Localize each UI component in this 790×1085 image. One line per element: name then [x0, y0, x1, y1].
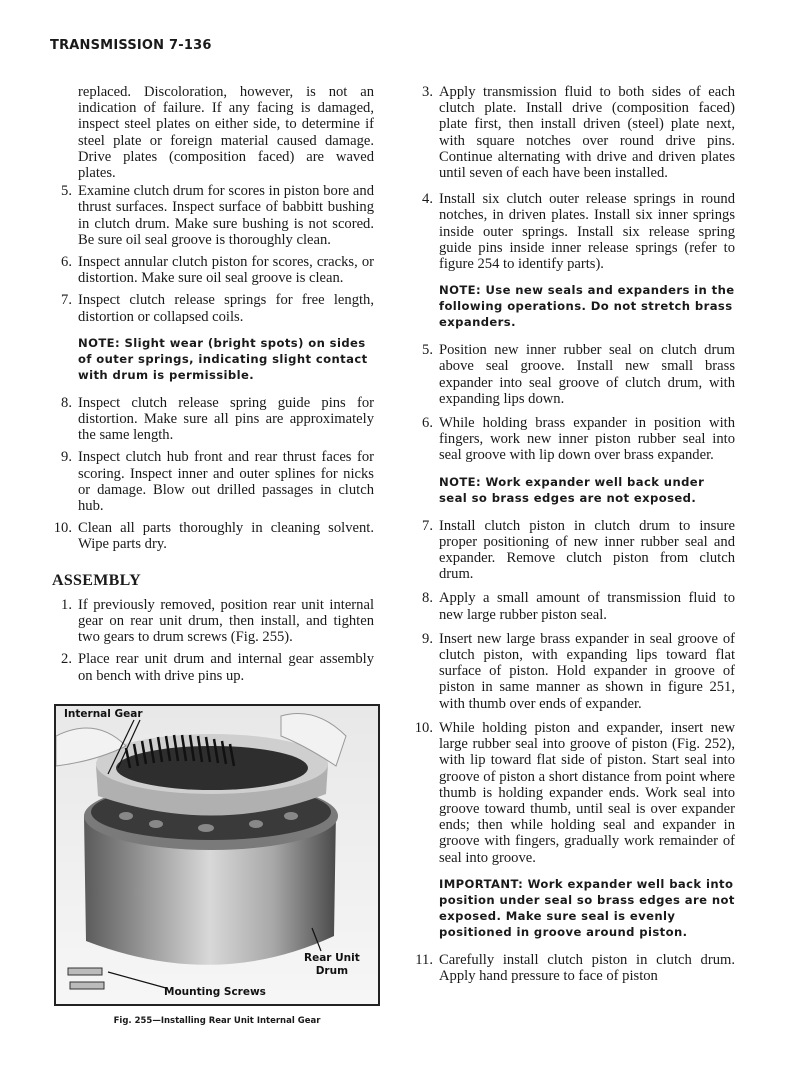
drum-hole	[249, 820, 263, 828]
item-text: Examine clutch drum for scores in piston bore and thrust surfaces. Inspect surface of babbitt bushing in clutch drum. Make sure bushing is not scored. Be sure oil seal groove is thoroughly clean.	[78, 183, 374, 248]
item-text: Install clutch piston in clutch drum to insure proper positioning of new inner rubber seal and expander. Remove clutch piston from clutch drum.	[439, 517, 735, 583]
item-text: Inspect clutch release springs for free length, distortion or collapsed coils.	[78, 292, 374, 325]
label-internal-gear: Internal Gear	[64, 708, 143, 720]
figure-caption: Fig. 255—Installing Rear Unit Internal Gear	[113, 1016, 321, 1026]
label-mounting-screws: Mounting Screws	[164, 986, 266, 998]
left-column	[52, 84, 374, 690]
note-text: NOTE: Slight wear (bright spots) on sides of outer springs, indicating slight contact with drum is permissible.	[78, 335, 368, 382]
item-number: 10.	[53, 520, 72, 537]
right-column	[413, 84, 735, 990]
item-number: 7.	[422, 517, 433, 534]
list-item	[413, 415, 735, 464]
item-text: Position new inner rubber seal on clutch drum above seal groove. Install new small brass expander into seal groove of clutch drum, with expanding lips down.	[439, 342, 735, 407]
item-text: Place rear unit drum and internal gear assembly on bench with drive pins up.	[78, 651, 374, 684]
item-text: Inspect clutch release spring guide pins for distortion. Make sure all pins are approximately the same length.	[78, 394, 374, 444]
item-text: Apply a small amount of transmission fluid to new large rubber piston seal.	[439, 590, 735, 623]
note-text: NOTE: Use new seals and expanders in the following operations. Do not stretch brass expanders.	[439, 283, 735, 330]
list-item	[52, 254, 374, 286]
item-number: 8.	[422, 590, 433, 607]
item-number: 10.	[414, 719, 433, 736]
list-item	[413, 84, 735, 181]
drum-hole	[198, 824, 214, 832]
item-number: 1.	[61, 596, 72, 613]
list-item	[52, 292, 374, 324]
item-number: 5.	[61, 183, 72, 200]
list-item	[52, 449, 374, 514]
item-number: 4.	[422, 191, 433, 208]
list-item	[413, 590, 735, 622]
item-number: 9.	[422, 630, 433, 647]
list-item	[52, 651, 374, 683]
list-item	[52, 597, 374, 646]
drum-hole	[119, 812, 133, 820]
drum-hole	[149, 820, 163, 828]
item-text: Inspect clutch hub front and rear thrust faces for scoring. Inspect inner and outer splines for nicks or damage. Blow out drilled passages in clutch hub.	[78, 449, 374, 515]
list-item	[52, 520, 374, 552]
item-text: While holding piston and expander, insert new large rubber seal into groove of piston (Fig. 252), with lip toward flat side of piston. Start seal into groove of piston a short distance from point where thumb is holding expander ends. Work seal into groove toward thumb, until seal is over expander ends; then while holding seal and expander in groove with fingers, gradually work remainder of seal into groove.	[439, 719, 735, 866]
list-item	[52, 183, 374, 248]
item-number: 7.	[61, 292, 72, 309]
item-text: While holding brass expander in position with fingers, work new inner piston rubber seal into seal groove with lip down over brass expander.	[439, 415, 735, 464]
continuation-paragraph: replaced. Discoloration, however, is not an indication of failure. If any facing is damaged, inspect steel plates on either side, to determine if steel plate or foreign material caused damage. Drive plates (composition faced) are waved plates.	[78, 84, 374, 182]
item-number: 2.	[61, 651, 72, 668]
drum-hole	[284, 812, 298, 820]
item-number: 6.	[422, 415, 433, 432]
item-text: Insert new large brass expander in seal groove of clutch piston, with expanding lips toward flat surface of piston. Hold expander in groove of piston in same manner as shown in figure 251, with thumb over ends of expander.	[439, 630, 735, 712]
note-text: NOTE: Work expander well back under seal so brass edges are not exposed.	[439, 474, 705, 505]
label-rear-unit-drum	[304, 952, 360, 978]
item-number: 3.	[422, 84, 433, 100]
item-text: Carefully install clutch piston in clutch drum. Apply hand pressure to face of piston	[439, 951, 735, 984]
section-heading-assembly: ASSEMBLY	[52, 571, 141, 589]
item-text: Clean all parts thoroughly in cleaning solvent. Wipe parts dry.	[78, 520, 374, 553]
item-number: 9.	[61, 449, 72, 466]
item-number: 6.	[61, 254, 72, 271]
item-number: 11.	[415, 951, 433, 968]
list-item	[52, 395, 374, 444]
page-header: TRANSMISSION 7-136	[50, 38, 212, 53]
item-number: 5.	[422, 342, 433, 359]
list-item	[413, 191, 735, 272]
list-item	[413, 342, 735, 407]
label-rear-unit-drum-line2: Drum	[315, 965, 349, 977]
item-text: Inspect annular clutch piston for scores, cracks, or distortion. Make sure oil seal groove is clean.	[78, 254, 374, 287]
label-rear-unit-drum-line1: Rear Unit	[304, 952, 360, 964]
list-item	[413, 952, 735, 984]
list-item	[413, 518, 735, 583]
list-item	[413, 631, 735, 712]
figure-255-photo	[54, 704, 380, 1006]
item-text: Apply transmission fluid to both sides of each clutch plate. Install drive (composition faced) plate first, then install driven (steel) plate next, with square notches over round drive pins. Continue alternating with drive and driven plates until seven of each have been installed.	[439, 84, 735, 182]
item-text: If previously removed, position rear unit internal gear on rear unit drum, then install, and tighten two gears to drum screws (Fig. 255).	[78, 596, 374, 646]
important-text: IMPORTANT: Work expander well back into position under seal so brass edges are not exposed. Make sure seal is evenly positioned in groove around piston.	[439, 876, 735, 939]
item-number: 8.	[61, 394, 72, 411]
list-item	[413, 720, 735, 866]
item-text: Install six clutch outer release springs in round notches, in driven plates. Install six inner springs inside outer springs. Install six release spring guide pins inside inner release springs (refer to figure 254 to identify parts).	[439, 191, 735, 273]
